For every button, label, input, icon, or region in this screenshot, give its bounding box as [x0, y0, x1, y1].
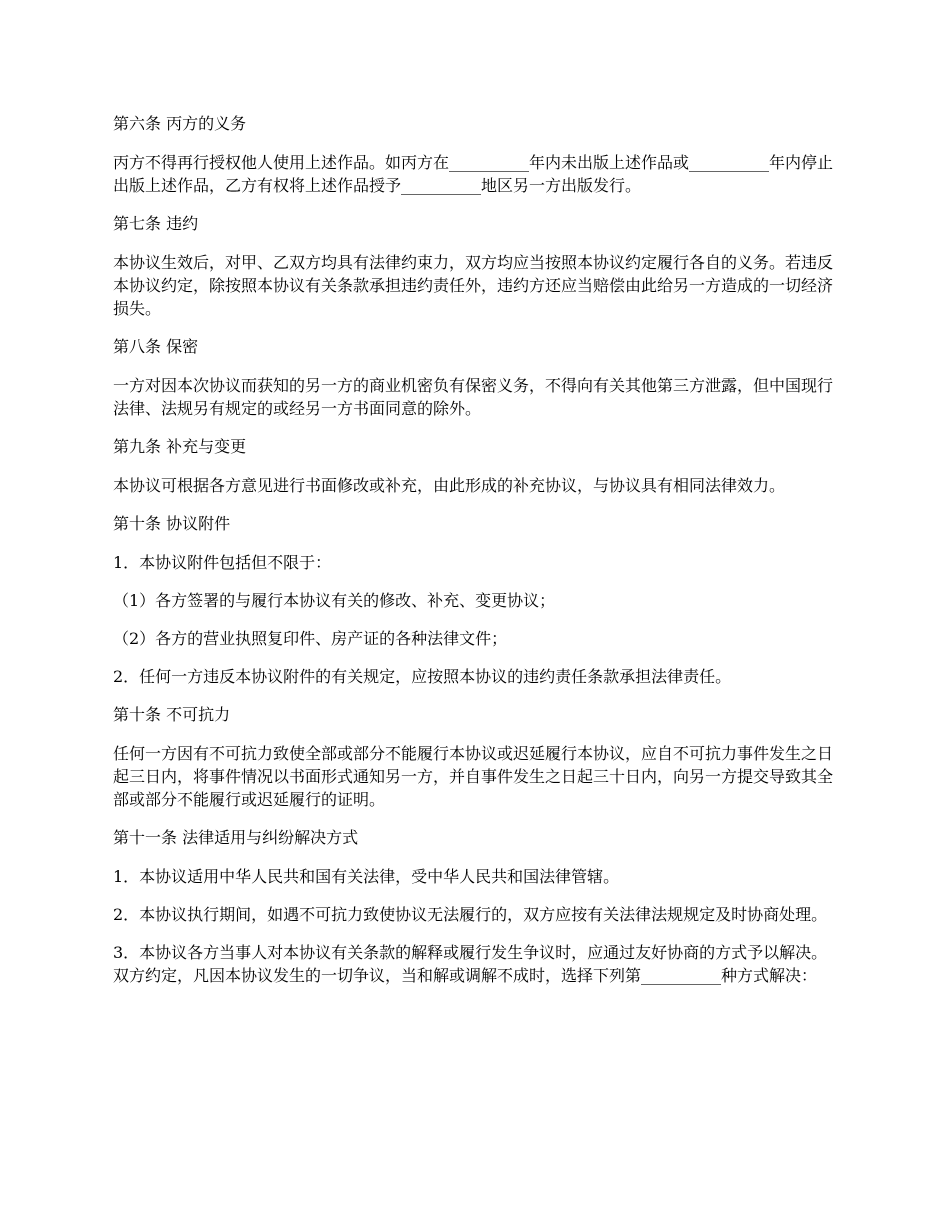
article-9-heading: 第九条 补充与变更 [113, 437, 247, 456]
article-8-body: 一方对因本次协议而获知的另一方的商业机密负有保密义务，不得向有关其他第三方泄露，但中国现行法律、法规另有规定的或经另一方书面同意的除外。 [113, 376, 834, 418]
document-page [113, 112, 843, 1002]
force-majeure-heading: 第十条 不可抗力 [113, 705, 231, 724]
article-11-item-3: 3．本协议各方当事人对本协议有关条款的解释或履行发生争议时，应通过友好协商的方式予以解决。双方约定，凡因本协议发生的一切争议，当和解或调解不成时，选择下列第__________种方式解决： [113, 943, 828, 985]
article-11-item-2: 2．本协议执行期间，如遇不可抗力致使协议无法履行的，双方应按有关法律法规规定及时协商处理。 [113, 905, 828, 924]
article-10-item-1: 1．本协议附件包括但不限于： [113, 553, 332, 572]
article-10-item-2: 2．任何一方违反本协议附件的有关规定，应按照本协议的违约责任条款承担法律责任。 [113, 667, 732, 686]
article-10-heading: 第十条 协议附件 [113, 514, 231, 533]
force-majeure-body: 任何一方因有不可抗力致使全部或部分不能履行本协议或迟延履行本协议，应自不可抗力事件发生之日起三日内，将事件情况以书面形式通知另一方，并自事件发生之日起三十日内，向另一方提交导致其全部或部分不能履行或迟延履行的证明。 [113, 744, 834, 809]
article-9-body: 本协议可根据各方意见进行书面修改或补充，由此形成的补充协议，与协议具有相同法律效力。 [113, 476, 786, 495]
article-7-body: 本协议生效后，对甲、乙双方均具有法律约束力，双方均应当按照本协议约定履行各自的义务。若违反本协议约定，除按照本协议有关条款承担违约责任外，违约方还应当赔偿由此给另一方造成的一切经济损失。 [113, 253, 834, 318]
article-10-subitem-1: （1）各方签署的与履行本协议有关的修改、补充、变更协议； [113, 591, 556, 610]
article-6-heading: 第六条 丙方的义务 [113, 114, 247, 133]
article-7-heading: 第七条 违约 [113, 214, 199, 233]
article-6-body: 丙方不得再行授权他人使用上述作品。如丙方在__________年内未出版上述作品或__________年内停止出版上述作品，乙方有权将上述作品授予__________地区另一方出版发行。 [113, 153, 834, 195]
article-11-heading: 第十一条 法律适用与纠纷解决方式 [113, 828, 359, 847]
article-11-item-1: 1．本协议适用中华人民共和国有关法律，受中华人民共和国法律管辖。 [113, 867, 620, 886]
article-8-heading: 第八条 保密 [113, 337, 199, 356]
article-10-subitem-2: （2）各方的营业执照复印件、房产证的各种法律文件； [113, 629, 508, 648]
